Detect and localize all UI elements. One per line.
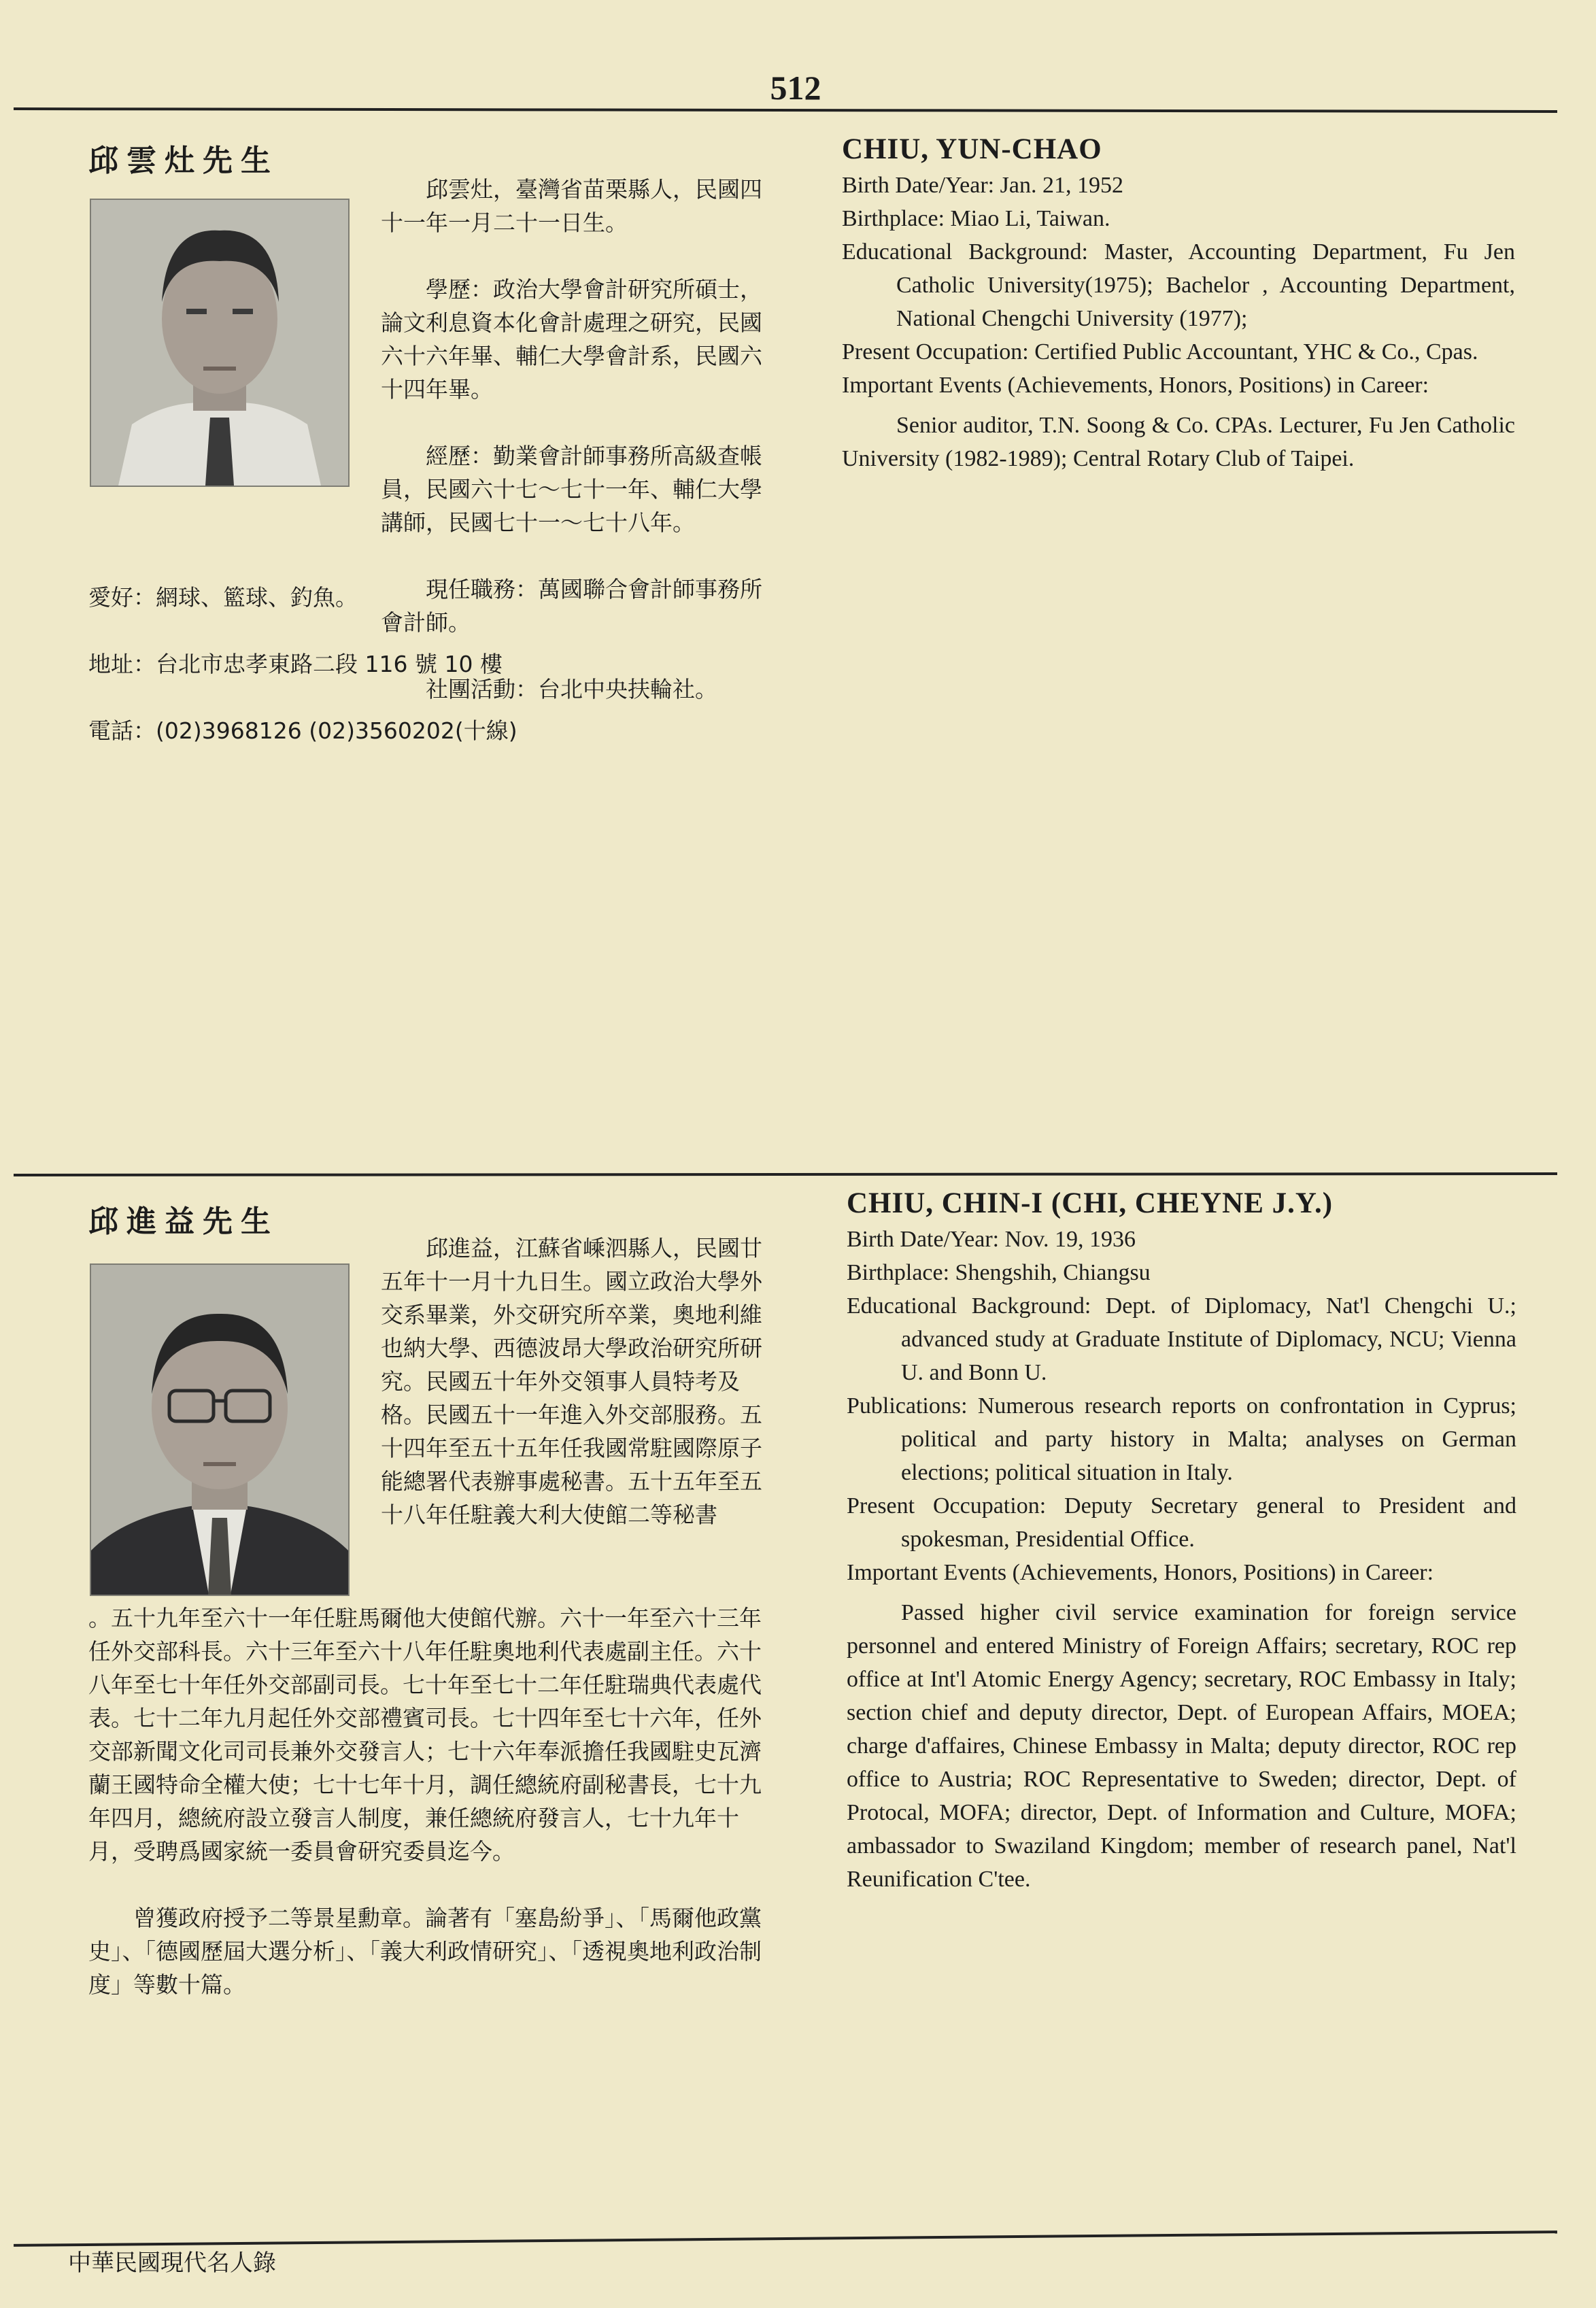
entry-1-hobbies: 愛好：網球、籃球、釣魚。	[88, 584, 358, 611]
top-rule	[14, 107, 1557, 113]
entry-2-birth-date: Birth Date/Year: Nov. 19, 1936	[847, 1227, 1136, 1252]
page-number: 512	[770, 69, 821, 107]
entry-1-chinese-name: 邱雲灶先生	[88, 143, 279, 178]
entry-2-portrait-photo	[90, 1263, 350, 1596]
entry-2-birthplace: Birthplace: Shengshih, Chiangsu	[847, 1260, 1151, 1285]
middle-rule	[14, 1172, 1557, 1176]
entry-2-english-name: CHIU, CHIN-I (CHI, CHEYNE J.Y.)	[847, 1187, 1334, 1219]
entry-1-chinese-contact	[88, 547, 768, 781]
entry-2-cn-paragraph-continued: 。五十九年至六十一年任駐馬爾他大使館代辦。六十一年至六十三年任外交部科長。六十三年至六十八年任駐奧地利代表處副主任。六十八年至七十年任外交部副司長。七十年至七十二年任駐瑞典代表處代表。七十二年九月起任外交部禮賓司長。七十四年至七十六年，任外交部新聞文化司司長兼外交發言人；七十六年奉派擔任我國駐史瓦濟蘭王國特命全權大使；七十七年十月，調任總統府副秘書長，七十九年四月，總統府設立發言人制度，兼任總統府發言人，七十九年十月，受聘爲國家統一委員會研究委員迄今。	[88, 1605, 762, 1865]
entry-2-chinese-biography-bottom	[88, 1601, 775, 2035]
book-title-footer: 中華民國現代名人錄	[68, 2250, 276, 2277]
entry-2-education: Educational Background: Dept. of Diplomacy, Nat'l Chengchi U.; advanced study at Graduate Institute of Diplomacy, NCU; Vienna U. and Bonn U.	[847, 1293, 1516, 1385]
entry-1-occupation: Present Occupation: Certified Public Accountant, YHC & Co., Cpas.	[842, 339, 1478, 364]
entry-2-chinese-name: 邱進益先生	[88, 1204, 279, 1239]
entry-2-occupation: Present Occupation: Deputy Secretary general to President and spokesman, Presidential Office.	[847, 1493, 1516, 1552]
entry-2-career-details: Passed higher civil service examination for foreign service personnel and entered Ministry of Foreign Affairs; secretary, ROC rep office at Int'l Atomic Energy Agency; secretary, ROC Embassy in Italy; section chief and deputy director, Dept. of European Affairs, MOEA; charge d'affaires, Chinese Embassy in Malta; deputy director, ROC rep office to Austria; ROC Representative to Sweden; director, Dept. of Protocal, MOFA; director, Dept. of Information and Culture, MOFA; ambassador to Swaziland Kingdom; member of research panel, Nat'l Reunification C'tee.	[847, 1600, 1516, 1892]
entry-1-cn-paragraph: 學歷：政治大學會計研究所碩士，論文利息資本化會計處理之研究，民國六十六年畢、輔仁大學會計系，民國六十四年畢。	[381, 276, 762, 403]
entry-2-cn-paragraph: 曾獲政府授予二等景星勳章。論著有「塞島紛爭」、「馬爾他政黨史」、「德國歷屆大選分析」、「義大利政情研究」、「透視奧地利政治制度」等數十篇。	[88, 1905, 762, 1998]
entry-1-career-heading: Important Events (Achievements, Honors, Positions) in Career:	[842, 373, 1429, 398]
entry-1-english-biography	[842, 133, 1515, 475]
entry-1-cn-paragraph: 社團活動：台北中央扶輪社。	[426, 676, 717, 702]
entry-1-career-details: Senior auditor, T.N. Soong & Co. CPAs. Lecturer, Fu Jen Catholic University (1982-1989); Central Rotary Club of Taipei.	[842, 413, 1515, 471]
entry-2-chinese-biography-top	[381, 1198, 775, 1565]
entry-2-english-biography	[847, 1187, 1516, 1896]
entry-1-birthplace: Birthplace: Miao Li, Taiwan.	[842, 206, 1110, 231]
entry-1-cn-paragraph: 現任職務：萬國聯合會計師事務所會計師。	[381, 576, 762, 636]
entry-2-publications: Publications: Numerous research reports on confrontation in Cyprus; political and party history in Malta; analyses on German elections; political situation in Italy.	[847, 1393, 1516, 1485]
entry-1-phone: 電話：(02)3968126 (02)3560202(十線)	[88, 717, 517, 744]
entry-2-cn-paragraph: 邱進益，江蘇省嵊泗縣人，民國廿五年十一月十九日生。國立政治大學外交系畢業，外交研究所卒業，奧地利維也納大學、西德波昂大學政治研究所研究。民國五十年外交領事人員特考及格。民國五十一年進入外交部服務。五十四年至五十五年任我國常駐國際原子能總署代表辦事處秘書。五十五年至五十八年任駐義大利大使館二等秘書	[381, 1235, 762, 1528]
entry-1-birth-date: Birth Date/Year: Jan. 21, 1952	[842, 173, 1123, 198]
entry-1-english-name: CHIU, YUN-CHAO	[842, 133, 1102, 165]
entry-1-portrait-photo	[90, 199, 350, 487]
entry-1-cn-paragraph: 邱雲灶，臺灣省苗栗縣人，民國四十一年一月二十一日生。	[381, 176, 762, 236]
entry-1-cn-paragraph: 經歷：勤業會計師事務所高級查帳員，民國六十七～七十一年、輔仁大學講師，民國七十一～七十八年。	[381, 443, 762, 536]
entry-2-career-heading: Important Events (Achievements, Honors, Positions) in Career:	[847, 1560, 1434, 1585]
entry-1-address: 地址：台北市忠孝東路二段 116 號 10 樓	[88, 651, 503, 677]
entry-1-education: Educational Background: Master, Accounting Department, Fu Jen Catholic University(1975); Bachelor , Accounting Department, National Chengchi University (1977);	[842, 239, 1515, 331]
